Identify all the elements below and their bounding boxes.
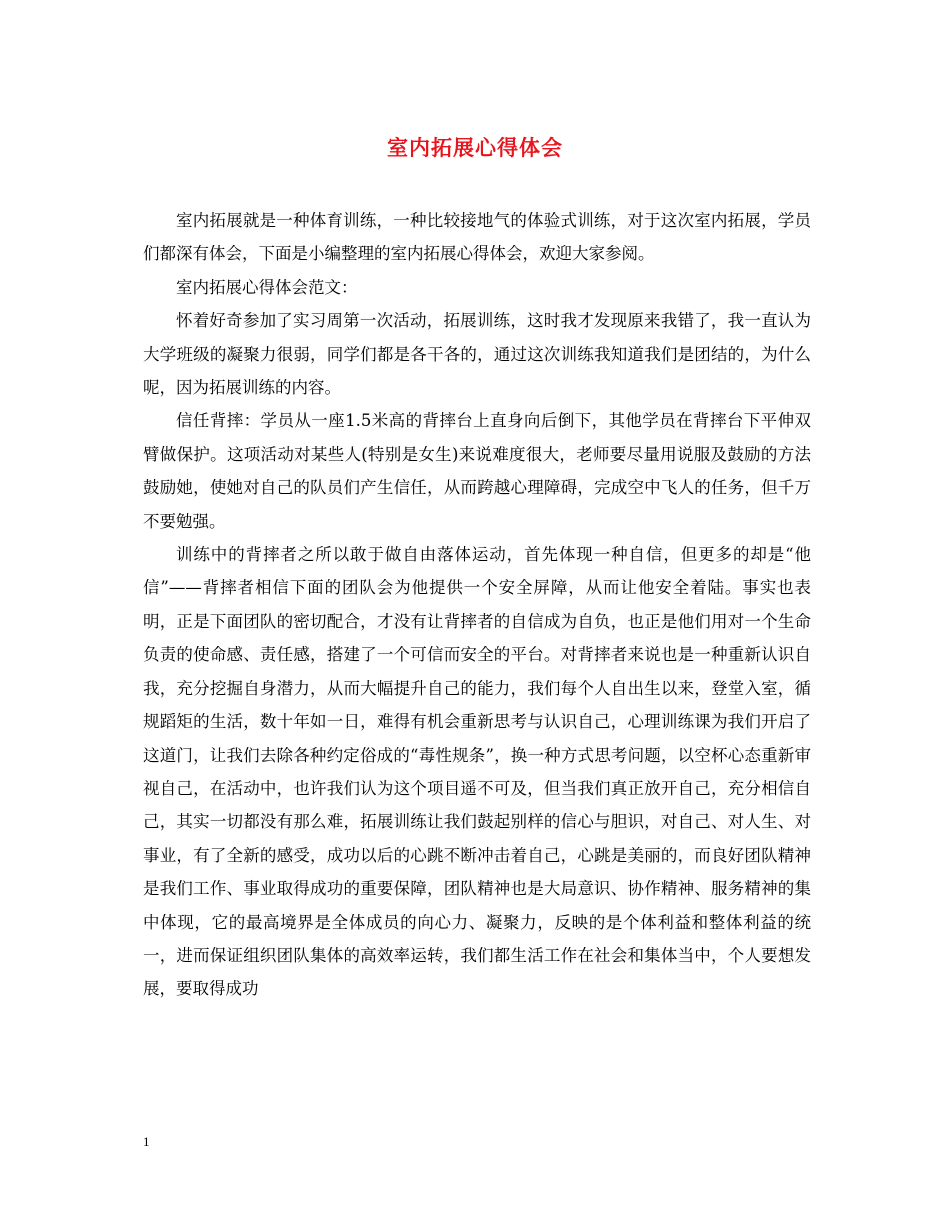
paragraph: 怀着好奇参加了实习周第一次活动，拓展训练，这时我才发现原来我错了，我一直认为大学班级的凝聚力很弱，同学们都是各干各的，通过这次训练我知道我们是团结的，为什么呢，因为拓展训练的内容。	[143, 311, 811, 398]
page-number: 1	[143, 1134, 150, 1149]
paragraph: 训练中的背摔者之所以敢于做自由落体运动，首先体现一种自信，但更多的却是“他信”——背摔者相信下面的团队会为他提供一个安全屏障，从而让他安全着陆。事实也表明，正是下面团队的密切配合，才没有让背摔者的自信成为自负，也正是他们用对一个生命负责的使命感、责任感，搭建了一个可信而安全的平台。对背摔者来说也是一种重新认识自我，充分挖掘自身潜力，从而大幅提升自己的能力，我们每个人自出生以来，登堂入室，循规蹈矩的生活，数十年如一日，难得有机会重新思考与认识自己，心理训练课为我们开启了这道门，让我们去除各种约定俗成的“毒性规条”，换一种方式思考问题，以空杯心态重新审视自己，在活动中，也许我们认为这个项目遥不可及，但当我们真正放开自己，充分相信自己，其实一切都没有那么难，拓展训练让我们鼓起别样的信心与胆识，对自己、对人生、对事业，有了全新的感受，成功以后的心跳不断冲击着自己，心跳是美丽的，而良好团队精神是我们工作、事业取得成功的重要保障，团队精神也是大局意识、协作精神、服务精神的集中体现，它的最高境界是全体成员的向心力、凝聚力，反映的是个体利益和整体利益的统一，进而保证组织团队集体的高效率运转，我们都生活工作在社会和集体当中，个人要想发展，要取得成功	[143, 545, 811, 999]
document-title: 室内拓展心得体会	[387, 135, 563, 160]
paragraph: 信任背摔：学员从一座1.5米高的背摔台上直身向后倒下，其他学员在背摔台下平伸双臂做保护。这项活动对某些人(特别是女生)来说难度很大，老师要尽量用说服及鼓励的方法鼓励她，使她对自己的队员们产生信任，从而跨越心理障碍，完成空中飞人的任务，但千万不要勉强。	[143, 411, 811, 531]
paragraph: 室内拓展就是一种体育训练，一种比较接地气的体验式训练，对于这次室内拓展，学员们都深有体会，下面是小编整理的室内拓展心得体会，欢迎大家参阅。	[143, 211, 811, 264]
paragraph: 室内拓展心得体会范文：	[176, 277, 358, 297]
document-body	[143, 204, 811, 1006]
